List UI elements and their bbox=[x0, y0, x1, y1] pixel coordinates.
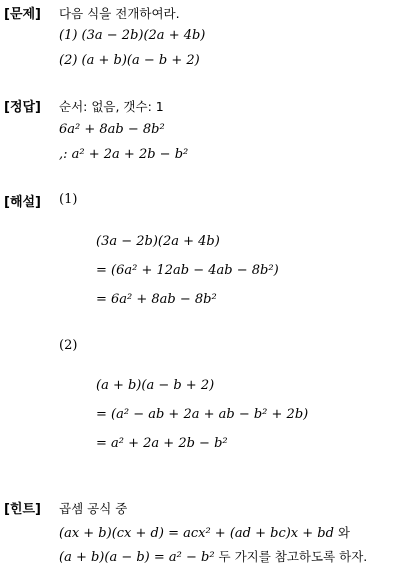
problem-instruction: 다음 식을 전개하여라. bbox=[59, 6, 180, 21]
solution-part1-line-3: = 6a² + 8ab − 8b² bbox=[96, 292, 217, 307]
hint-line-2-text: 와 bbox=[333, 525, 350, 540]
solution-label: [해설] bbox=[4, 195, 41, 210]
answer-line-1: 6a² + 8ab − 8b² bbox=[59, 122, 165, 137]
hint-line-3 bbox=[59, 547, 367, 565]
solution-part1-number: (1) bbox=[59, 192, 78, 207]
hint-line-2 bbox=[59, 523, 350, 541]
hint-line-1: 곱셈 공식 중 bbox=[59, 501, 128, 516]
problem-label: [문제] bbox=[4, 7, 41, 22]
answer-line-2: ,: a² + 2a + 2b − b² bbox=[59, 147, 189, 162]
solution-part2-line-3: = a² + 2a + 2b − b² bbox=[96, 436, 228, 451]
hint-formula-2: (a + b)(a − b) = a² − b² bbox=[59, 550, 215, 565]
solution-part2-line-2: = (a² − ab + 2a + ab − b² + 2b) bbox=[96, 407, 309, 422]
answer-meta: 순서: 없음, 갯수: 1 bbox=[59, 99, 164, 114]
answer-label: [정답] bbox=[4, 100, 41, 115]
problem-item-2: (2) (a + b)(a − b + 2) bbox=[59, 53, 200, 68]
hint-line-3-text: 두 가지를 참고하도록 하자. bbox=[214, 549, 368, 564]
hint-label: [힌트] bbox=[4, 502, 41, 517]
hint-formula-1: (ax + b)(cx + d) = acx² + (ad + bc)x + bd bbox=[59, 526, 334, 541]
solution-part2-number: (2) bbox=[59, 338, 78, 353]
solution-part1-line-1: (3a − 2b)(2a + 4b) bbox=[96, 234, 220, 249]
solution-part1-line-2: = (6a² + 12ab − 4ab − 8b²) bbox=[96, 263, 279, 278]
problem-item-1: (1) (3a − 2b)(2a + 4b) bbox=[59, 28, 206, 43]
solution-part2-line-1: (a + b)(a − b + 2) bbox=[96, 378, 215, 393]
